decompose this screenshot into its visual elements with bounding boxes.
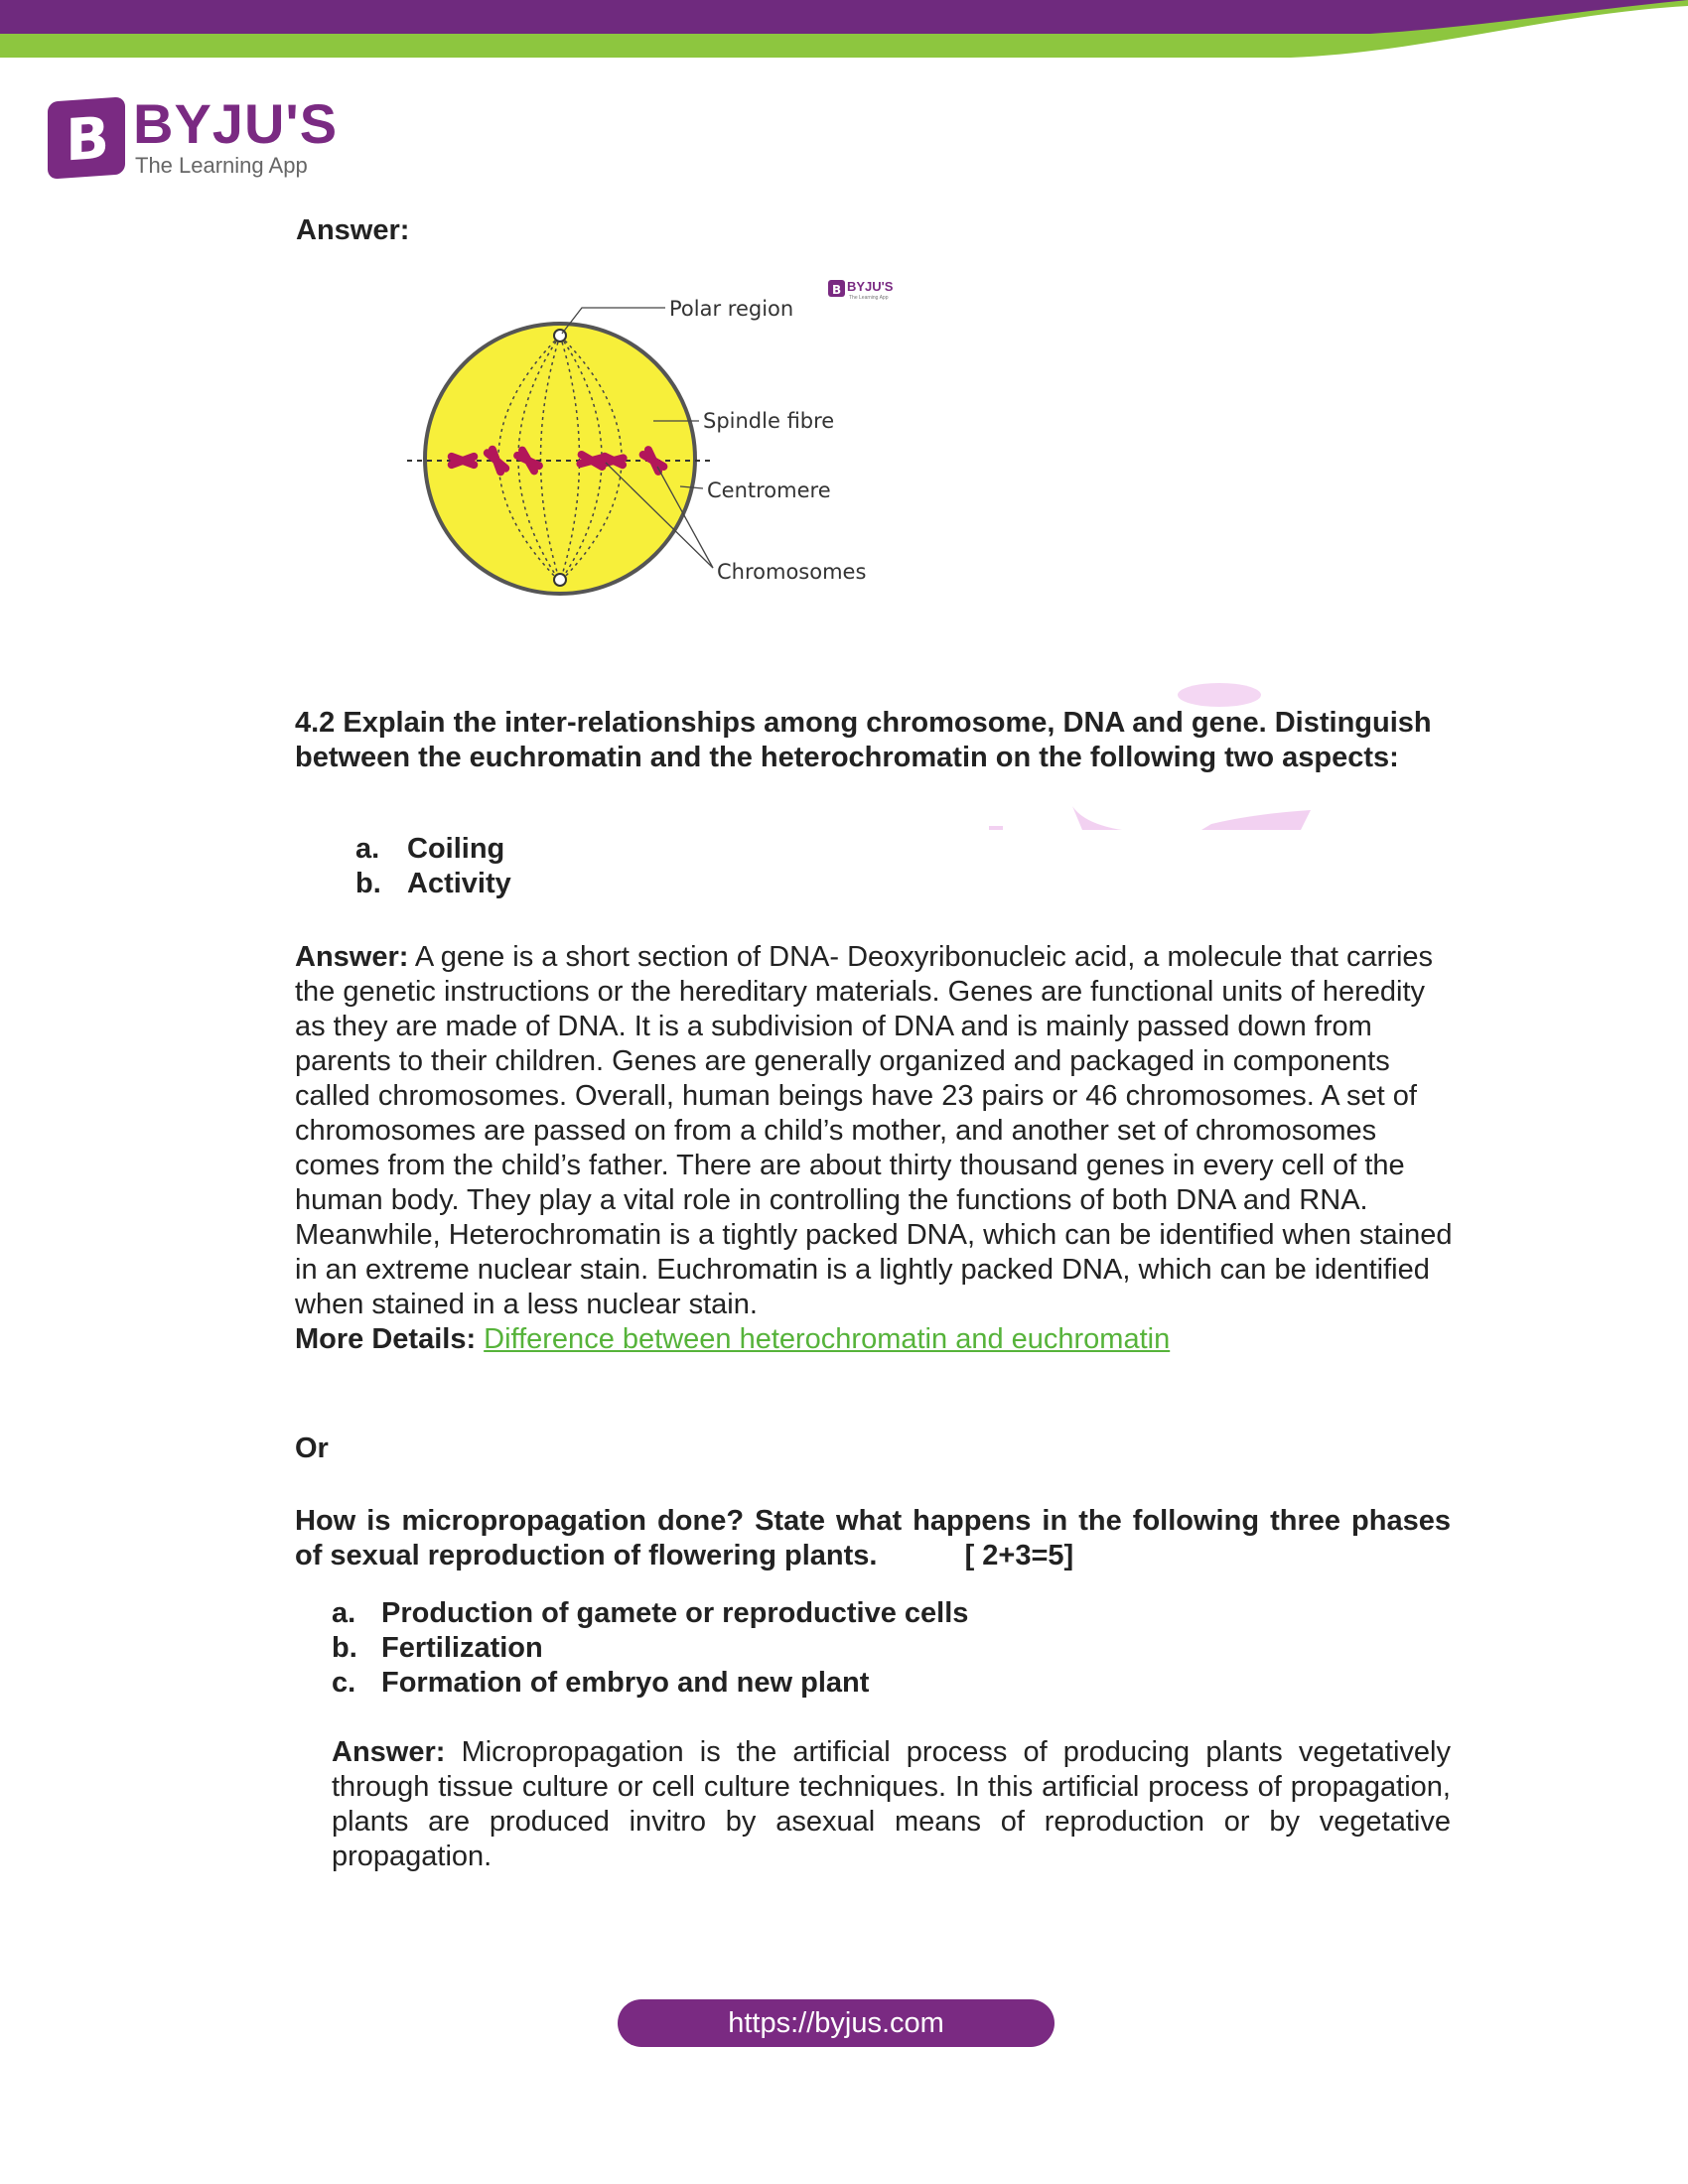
answer-label-1: Answer:: [296, 214, 410, 246]
answer-text: A gene is a short section of DNA- Deoxyribonucleic acid, a molecule that carries the genetic instructions or the hereditary materials. Genes are functional units of heredity as they are made of DNA. It is a subdivision of DNA and is mainly passed down from parents to their children. Genes are generally organized and packaged in components called chromosomes. Overall, human beings have 23 pairs or 46 chromosomes. A set of chromosomes are passed on from a child’s mother, and another set of chromosomes comes from the child’s father. There are about thirty thousand genes in every cell of the human body. They play a vital role in controlling the functions of both DNA and RNA.: [295, 941, 1434, 1216]
question-alt-marks: [ 2+3=5]: [964, 1540, 1074, 1571]
list-item: [332, 1631, 968, 1666]
list-text: Fertilization: [381, 1632, 543, 1664]
logo-letter: B: [66, 103, 110, 175]
answer-alt: [332, 1735, 1451, 1874]
logo-name: BYJU'S: [133, 92, 339, 155]
list-marker: b.: [332, 1632, 357, 1664]
question-alt-heading: [295, 1504, 1451, 1573]
label-centromere: Centromere: [707, 478, 831, 502]
footer-url-button[interactable]: [618, 1999, 1055, 2047]
logo-badge: [48, 96, 125, 179]
answer-text-2: Meanwhile, Heterochromatin is a tightly packed DNA, which can be identified when stained in an extreme nuclear stain. Euchromatin is a lightly packed DNA, which can be identified when stained in a less nuclear stain.: [295, 1219, 1453, 1320]
more-details-label: More Details:: [295, 1323, 477, 1355]
list-text: Coiling: [407, 833, 505, 865]
question-4-2-list: [355, 832, 511, 901]
footer-url: https://byjus.com: [728, 2006, 944, 2039]
answer-label: Answer:: [332, 1736, 446, 1768]
list-item: [355, 867, 511, 901]
label-spindle-fibre: Spindle fibre: [703, 409, 835, 433]
diagram-watermark-logo: [828, 279, 894, 301]
centriole-bottom: [554, 574, 566, 586]
watermark-tagline: The Learning App: [849, 295, 889, 301]
more-details-link[interactable]: Difference between heterochromatin and euchromatin: [484, 1323, 1171, 1355]
list-marker: a.: [355, 833, 380, 865]
question-alt-text: How is micropropagation done? State what happens in the following three phases of sexual reproduction of flowering plants.: [295, 1505, 1451, 1571]
answer-4-2: [295, 940, 1457, 1357]
label-chromosomes: Chromosomes: [717, 560, 867, 584]
list-item: [355, 832, 511, 867]
question-alt-list: [332, 1596, 968, 1701]
metaphase-diagram: [397, 268, 914, 606]
answer-label: Answer:: [295, 941, 409, 973]
svg-text:B: B: [832, 283, 842, 297]
list-text: Production of gamete or reproductive cells: [381, 1597, 969, 1629]
more-details: [295, 1322, 1457, 1357]
list-item: [332, 1666, 968, 1701]
list-text: Formation of embryo and new plant: [381, 1667, 870, 1699]
list-marker: b.: [355, 868, 381, 899]
byjus-logo: [48, 92, 346, 182]
or-label: Or: [295, 1433, 329, 1464]
logo-tagline: The Learning App: [135, 153, 308, 178]
list-item: [332, 1596, 968, 1631]
list-marker: c.: [332, 1667, 356, 1699]
list-text: Activity: [407, 868, 511, 899]
answer-text: Micropropagation is the artificial process of producing plants vegetatively through tissue culture or cell culture techniques. In this artificial process of propagation, plants are produced invitro by asexual means of reproduction or by vegetative propagation.: [332, 1736, 1451, 1872]
header-band: [0, 0, 1688, 69]
watermark-name: BYJU'S: [847, 279, 894, 294]
list-marker: a.: [332, 1597, 356, 1629]
question-4-2-heading: 4.2 Explain the inter-relationships among chromosome, DNA and gene. Distinguish between the euchromatin and the heterochromatin on the following two aspects:: [295, 707, 1432, 773]
label-polar-region: Polar region: [669, 297, 794, 321]
